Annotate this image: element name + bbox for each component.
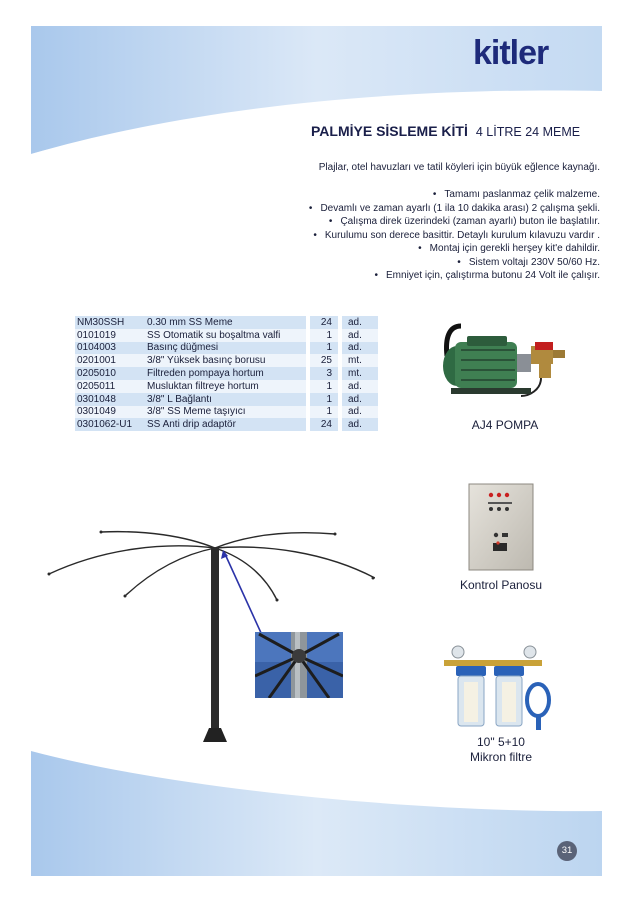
table-row [75,316,378,329]
part-qty: 1 [310,406,338,419]
feature-item: • Sistem voltajı 230V 50/60 Hz. [309,256,600,270]
feature-item: • Montaj için gerekli herşey kit'e dahildir. [309,242,600,256]
part-qty: 1 [310,342,338,355]
page-title [311,123,580,139]
part-unit: ad. [342,342,378,355]
part-code: 0205011 [75,380,145,393]
pump-image [431,316,571,408]
part-code: 0301048 [75,393,145,406]
part-unit: mt. [342,354,378,367]
part-code: NM30SSH [75,316,145,329]
pole-joint-closeup [255,632,343,698]
control-panel-image [468,483,534,571]
table-row [75,329,378,342]
table-row [75,393,378,406]
table-row [75,342,378,355]
part-qty: 1 [310,393,338,406]
part-unit: mt. [342,367,378,380]
brochure-page [31,26,602,876]
part-name: Musluktan filtreye hortum [145,380,306,393]
part-qty: 1 [310,380,338,393]
part-qty: 3 [310,367,338,380]
part-qty: 24 [310,316,338,329]
part-unit: ad. [342,406,378,419]
part-name: Filtreden pompaya hortum [145,367,306,380]
part-unit: ad. [342,393,378,406]
part-unit: ad. [342,316,378,329]
feature-item: • Devamlı ve zaman ayarlı (1 ila 10 dakika arası) 2 çalışma şekli. [309,202,600,216]
part-code: 0201001 [75,354,145,367]
kit-subtitle: 4 LİTRE 24 MEME [475,125,581,139]
table-row [75,380,378,393]
part-qty: 25 [310,354,338,367]
table-row [75,418,378,431]
parts-table [75,316,378,431]
part-code: 0104003 [75,342,145,355]
part-name: 3/8" Yüksek basınç borusu [145,354,306,367]
palm-mist-pole-diagram [45,496,375,746]
table-row [75,406,378,419]
part-qty: 24 [310,418,338,431]
part-name: SS Anti drip adaptör [145,418,306,431]
panel-caption: Kontrol Panosu [459,578,543,592]
feature-item: • Tamamı paslanmaz çelik malzeme. [309,188,600,202]
part-unit: ad. [342,418,378,431]
page-number: 31 [557,841,577,861]
bottom-wave-band [31,751,602,876]
part-name: 3/8" L Bağlantı [145,393,306,406]
feature-list [309,188,600,283]
part-unit: ad. [342,380,378,393]
filter-caption-line2: Mikron filtre [469,750,532,764]
part-qty: 1 [310,329,338,342]
table-row [75,354,378,367]
pump-caption: AJ4 POMPA [471,418,539,432]
feature-item: • Kurulumu son derece basittir. Detaylı kurulum kılavuzu vardır . [309,229,600,243]
part-code: 0101019 [75,329,145,342]
kit-title: PALMİYE SİSLEME KİTİ [311,123,468,139]
feature-item: • Çalışma direk üzerindeki (zaman ayarlı) buton ile başlatılır. [309,215,600,229]
intro-text: Plajlar, otel havuzları ve tatil köyleri için büyük eğlence kaynağı. [318,162,600,173]
part-unit: ad. [342,329,378,342]
table-row [75,367,378,380]
filter-caption-line1: 10" 5+10 [477,735,525,749]
part-name: 0.30 mm SS Meme [145,316,306,329]
part-name: SS Otomatik su boşaltma valfi [145,329,306,342]
part-code: 0301062-U1 [75,418,145,431]
part-name: 3/8" SS Meme taşıyıcı [145,406,306,419]
feature-item: • Emniyet için, çalıştırma butonu 24 Volt ile çalışır. [309,269,600,283]
brand-logo: kitler [473,34,549,72]
part-code: 0301049 [75,406,145,419]
part-name: Basınç düğmesi [145,342,306,355]
filter-image [442,644,554,748]
part-code: 0205010 [75,367,145,380]
